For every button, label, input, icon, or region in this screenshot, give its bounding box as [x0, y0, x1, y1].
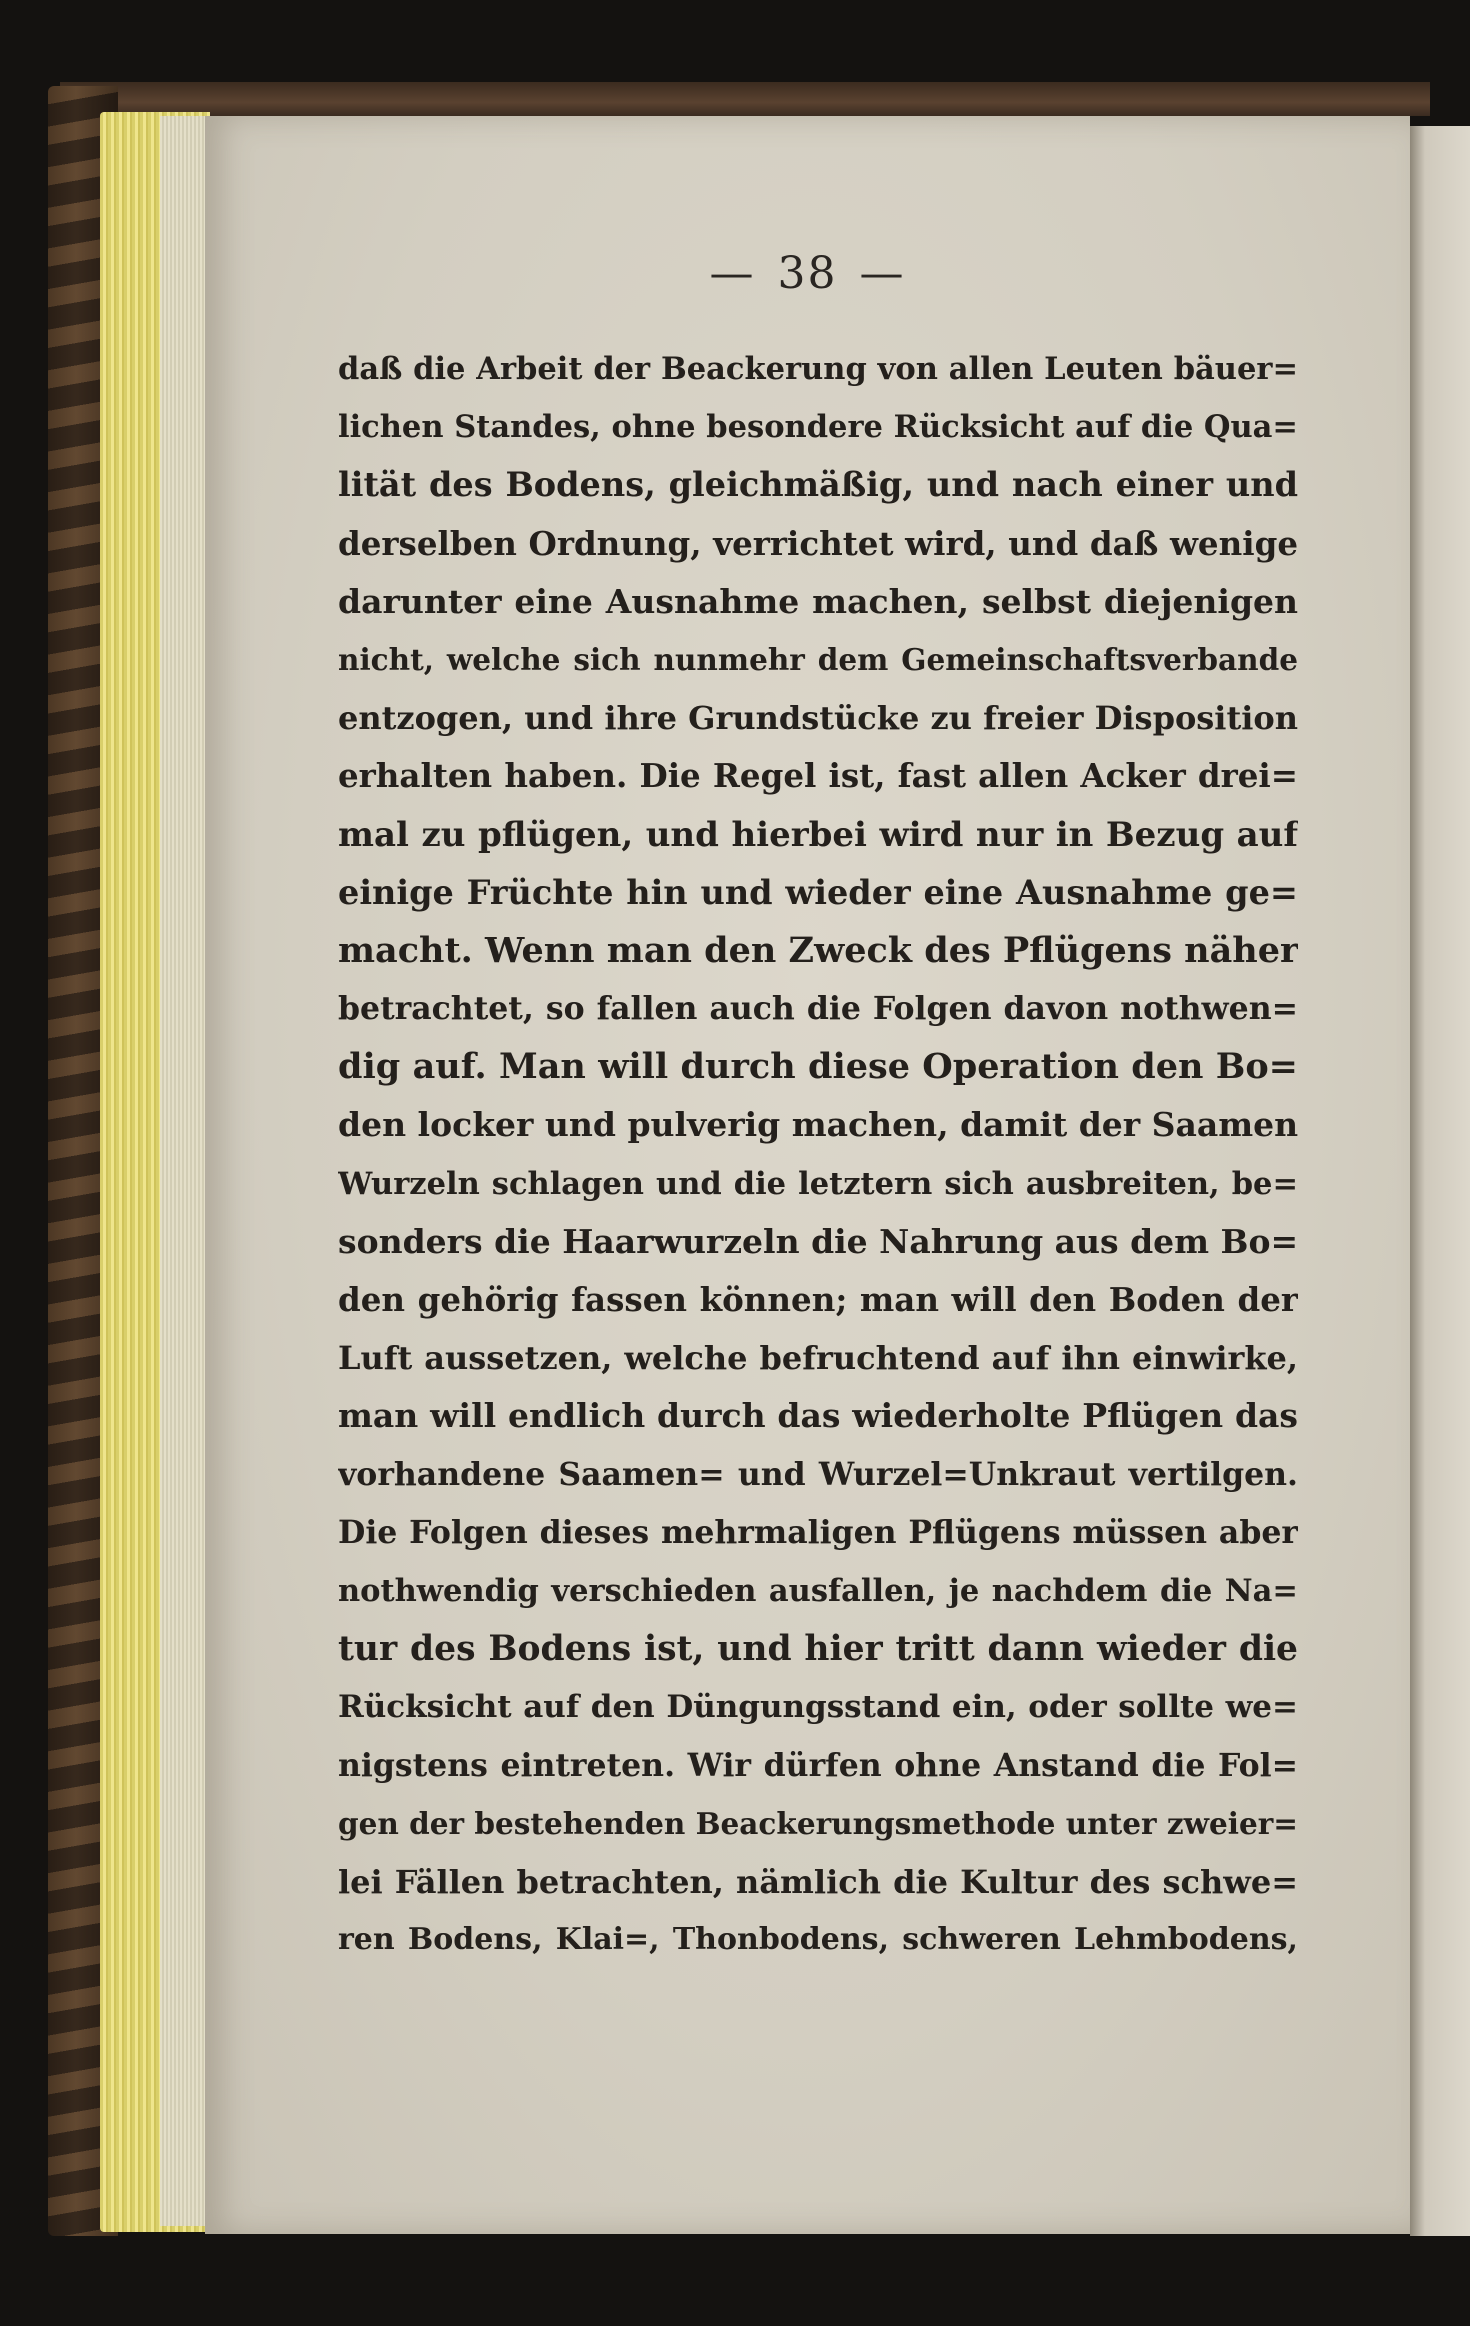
page-number-dash-left: —: [709, 248, 756, 299]
text-line: den locker und pulverig machen, damit der Saamen: [338, 1105, 1298, 1145]
text-line: Rücksicht auf den Düngungsstand ein, oder sollte we=: [338, 1689, 1298, 1726]
text-line: macht. Wenn man den Zweck des Pflügens näher: [338, 929, 1298, 971]
text-line: man will endlich durch das wiederholte Pflügen das: [338, 1396, 1298, 1436]
text-line: betrachtet, so fallen auch die Folgen davon nothwen=: [338, 990, 1298, 1028]
text-line: nigstens eintreten. Wir dürfen ohne Anstand die Fol=: [338, 1746, 1298, 1784]
text-line: lei Fällen betrachten, nämlich die Kultur des schwe=: [338, 1862, 1298, 1901]
text-line: lichen Standes, ohne besondere Rücksicht auf die Qua=: [338, 409, 1298, 446]
text-line: nothwendig verschieden ausfallen, je nachdem die Na=: [338, 1572, 1298, 1609]
page-number-header: [0, 248, 1410, 299]
text-line: einige Früchte hin und wieder eine Ausnahme ge=: [338, 872, 1298, 912]
text-line: gen der bestehenden Beackerungsmethode unter zweier=: [338, 1805, 1298, 1841]
text-line: darunter eine Ausnahme machen, selbst diejenigen: [338, 581, 1298, 621]
text-line: tur des Bodens ist, und hier tritt dann wieder die: [338, 1629, 1298, 1670]
body-text: [338, 340, 1298, 1969]
text-line: Die Folgen dieses mehrmaligen Pflügens müssen aber: [338, 1513, 1298, 1551]
text-line: Wurzeln schlagen und die letztern sich ausbreiten, be=: [338, 1165, 1298, 1202]
text-line: vorhandene Saamen= und Wurzel=Unkraut vertilgen.: [338, 1455, 1298, 1493]
text-line: mal zu pflügen, und hierbei wird nur in Bezug auf: [338, 814, 1298, 855]
text-line: sonders die Haarwurzeln die Nahrung aus dem Bo=: [338, 1221, 1298, 1261]
text-line: entzogen, und ihre Grundstücke zu freier Disposition: [338, 699, 1298, 738]
page-number: 38: [777, 248, 838, 299]
text-line: derselben Ordnung, verrichtet wird, und daß wenige: [338, 523, 1298, 563]
page-number-dash-right: —: [859, 248, 906, 299]
text-line: dig auf. Man will durch diese Operation den Bo=: [338, 1046, 1298, 1088]
text-line: den gehörig fassen können; man will den Boden der: [338, 1280, 1298, 1319]
text-line: ren Bodens, Klai=, Thonbodens, schweren Lehmbodens,: [338, 1922, 1298, 1958]
text-line: nicht, welche sich nunmehr dem Gemeinschaftsverbande: [338, 641, 1298, 677]
facing-page-edge: [1410, 126, 1470, 2236]
book-cover-top-edge: [60, 82, 1430, 116]
text-line: daß die Arbeit der Beackerung von allen Leuten bäuer=: [338, 351, 1298, 387]
text-line: Luft aussetzen, welche befruchtend auf ihn einwirke,: [338, 1339, 1298, 1378]
text-line: erhalten haben. Die Regel ist, fast allen Acker drei=: [338, 756, 1298, 796]
text-line: lität des Bodens, gleichmäßig, und nach einer und: [338, 465, 1298, 505]
